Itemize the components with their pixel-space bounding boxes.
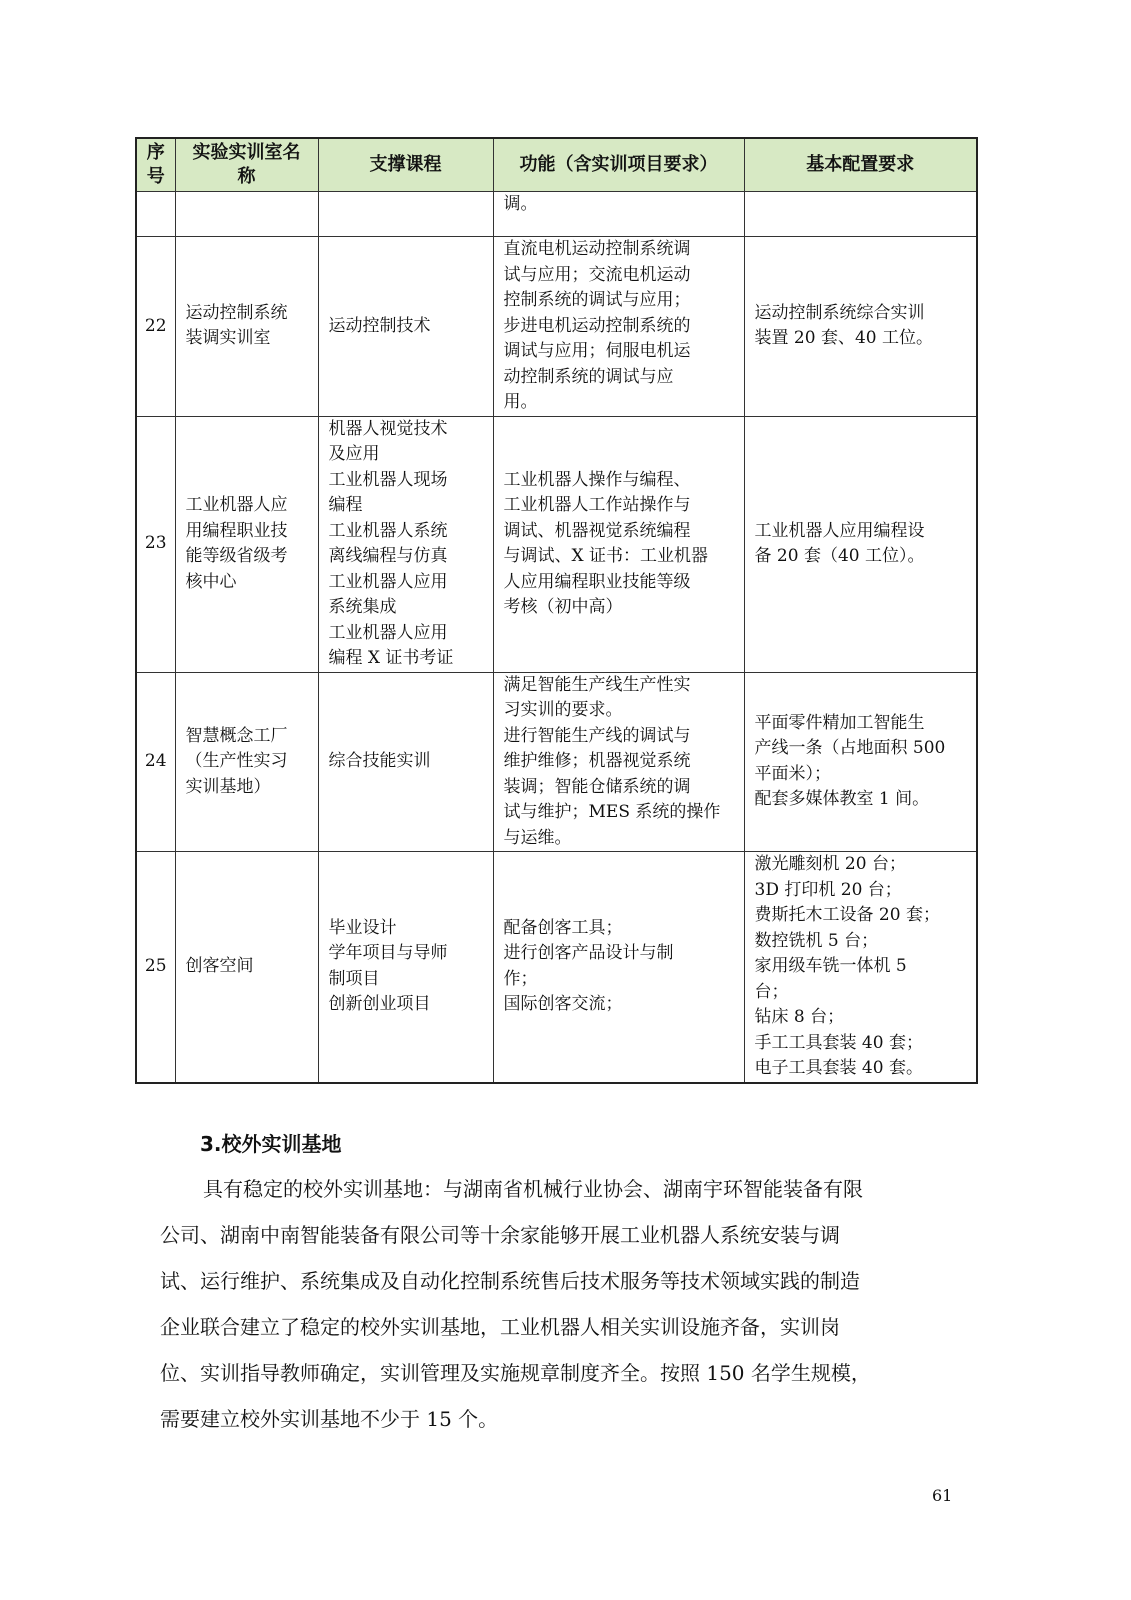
cell-line: 动控制系统的调试与应 <box>503 366 674 387</box>
cell-line: 平面零件精加工智能生 <box>754 712 925 733</box>
cell-courses <box>318 416 493 672</box>
cell-line: 平面米）； <box>754 763 831 784</box>
lab-table <box>135 137 978 1084</box>
cell-line: 配套多媒体教室 1 间。 <box>754 789 930 810</box>
cell-line: 产线一条（占地面积 500 <box>754 738 946 759</box>
cell-line: 备 20 套（40 工位）。 <box>754 546 925 566</box>
cell-no <box>136 192 175 237</box>
cell-courses <box>318 237 493 417</box>
cell-line: 机器人视觉技术 <box>328 418 448 439</box>
cell-line: 直流电机运动控制系统调 <box>503 239 691 259</box>
cell-line: 人应用编程职业技能等级 <box>503 571 691 592</box>
cell-line: 激光雕刻机 20 台； <box>754 854 906 874</box>
cell-room <box>175 852 318 1083</box>
cell-line: 运动控制技术 <box>328 315 431 336</box>
cell-line: 装置 20 套、40 工位。 <box>754 328 933 349</box>
cell-line: 满足智能生产线生产性实 <box>503 674 691 695</box>
header-function: 功能（含实训项目要求） <box>493 138 744 192</box>
cell-line: 及应用 <box>328 444 380 464</box>
cell-line: 数控铣机 5 台； <box>754 930 879 951</box>
header-courses: 支撑课程 <box>318 138 493 192</box>
cell-config <box>744 852 977 1083</box>
section-title: 3.校外实训基地 <box>200 1132 342 1156</box>
cell-line: 工业机器人工作站操作与 <box>503 495 691 515</box>
cell-line: 创新创业项目 <box>328 994 431 1015</box>
table-row <box>136 672 977 852</box>
cell-config <box>744 672 977 852</box>
cell-line: 用。 <box>503 392 538 412</box>
cell-line: 作； <box>503 968 538 989</box>
cell-line: 与调试、X 证书：工业机器 <box>503 546 709 566</box>
cell-line: 工业机器人现场 <box>328 469 448 490</box>
cell-line: 毕业设计 <box>328 917 397 938</box>
cell-line: 与运维。 <box>503 827 572 848</box>
paragraph-line: 公司、湖南中南智能装备有限公司等十余家能够开展工业机器人系统安装与调 <box>160 1223 840 1247</box>
paragraph-line: 需要建立校外实训基地不少于 15 个。 <box>160 1407 499 1431</box>
header-config: 基本配置要求 <box>744 138 977 192</box>
cell-line: 工业机器人应用 <box>328 571 448 592</box>
table-row <box>136 192 977 237</box>
cell-line: 工业机器人系统 <box>328 520 448 541</box>
cell-line: 综合技能实训 <box>328 751 431 771</box>
cell-room <box>175 416 318 672</box>
header-no: 序 号 <box>136 138 175 192</box>
paragraph-line: 具有稳定的校外实训基地：与湖南省机械行业协会、湖南宇环智能装备有限 <box>203 1177 863 1201</box>
cell-line: 工业机器人应用 <box>328 622 448 643</box>
cell-line: 工业机器人应 <box>185 495 288 515</box>
cell-line: （生产性实习 <box>185 751 288 771</box>
table-body <box>136 192 977 1083</box>
header-room: 实验实训室名 称 <box>175 138 318 192</box>
cell-line: 步进电机运动控制系统的 <box>503 315 691 336</box>
cell-courses <box>318 852 493 1083</box>
cell-line: 电子工具套装 40 套。 <box>754 1058 923 1078</box>
cell-line: 考核（初中高） <box>503 597 623 617</box>
cell-no: 25 <box>136 852 175 1083</box>
cell-line: 实训基地） <box>185 776 271 797</box>
cell-line: 运动控制系统综合实训 <box>754 302 925 323</box>
cell-line: 费斯托木工设备 20 套； <box>754 905 940 925</box>
cell-line: 习实训的要求。 <box>503 700 623 720</box>
cell-room <box>175 192 318 237</box>
cell-line: 配备创客工具； <box>503 917 623 938</box>
cell-line: 工业机器人操作与编程、 <box>503 469 691 490</box>
cell-line: 用编程职业技 <box>185 520 288 541</box>
paragraph-line: 位、实训指导教师确定，实训管理及实施规章制度齐全。按照 150 名学生规模， <box>160 1361 871 1385</box>
cell-no: 22 <box>136 237 175 417</box>
paragraph-line: 企业联合建立了稳定的校外实训基地，工业机器人相关实训设施齐备，实训岗 <box>160 1315 840 1339</box>
cell-line: 智慧概念工厂 <box>185 725 288 746</box>
cell-room <box>175 672 318 852</box>
section-paragraph <box>160 1166 950 1442</box>
table-row <box>136 416 977 672</box>
cell-line: 运动控制系统 <box>185 302 288 323</box>
cell-config <box>744 237 977 417</box>
cell-line: 手工工具套装 40 套； <box>754 1032 923 1053</box>
paragraph-line: 试、运行维护、系统集成及自动化控制系统售后技术服务等技术领域实践的制造 <box>160 1269 860 1293</box>
cell-line: 家用级车铣一体机 5 <box>754 956 907 976</box>
cell-room <box>175 237 318 417</box>
table-header-row <box>136 138 977 192</box>
cell-line: 核中心 <box>185 571 237 592</box>
table-row <box>136 237 977 417</box>
cell-line: 工业机器人应用编程设 <box>754 520 925 541</box>
cell-line: 系统集成 <box>328 597 397 617</box>
cell-line: 编程 X 证书考证 <box>328 648 454 668</box>
cell-line: 学年项目与导师 <box>328 943 448 964</box>
table-row <box>136 852 977 1083</box>
cell-line: 国际创客交流； <box>503 994 623 1015</box>
cell-function <box>493 192 744 237</box>
cell-function <box>493 672 744 852</box>
cell-line: 创客空间 <box>185 956 254 976</box>
cell-line: 能等级省级考 <box>185 546 288 566</box>
cell-config <box>744 416 977 672</box>
cell-courses <box>318 672 493 852</box>
cell-function <box>493 852 744 1083</box>
cell-line: 调。 <box>503 194 538 214</box>
page-number: 61 <box>932 1486 953 1505</box>
cell-line: 钻床 8 台； <box>754 1007 845 1027</box>
cell-line: 调试、机器视觉系统编程 <box>503 520 691 541</box>
cell-line: 编程 <box>328 495 363 515</box>
cell-line: 试与应用；交流电机运动 <box>503 264 691 285</box>
cell-function <box>493 416 744 672</box>
cell-line: 制项目 <box>328 968 380 989</box>
cell-line: 控制系统的调试与应用； <box>503 290 691 310</box>
cell-line: 调试与应用；伺服电机运 <box>503 341 691 361</box>
cell-line: 台； <box>754 981 789 1002</box>
cell-config <box>744 192 977 237</box>
cell-line: 装调；智能仓储系统的调 <box>503 776 691 797</box>
cell-line: 装调实训室 <box>185 328 271 349</box>
cell-line: 维护维修；机器视觉系统 <box>503 751 691 771</box>
cell-line: 进行创客产品设计与制 <box>503 943 674 964</box>
cell-no: 23 <box>136 416 175 672</box>
cell-line: 离线编程与仿真 <box>328 546 448 566</box>
cell-no: 24 <box>136 672 175 852</box>
cell-function <box>493 237 744 417</box>
cell-line: 试与维护；MES 系统的操作 <box>503 802 721 822</box>
cell-line: 3D 打印机 20 台； <box>754 879 902 900</box>
cell-line: 进行智能生产线的调试与 <box>503 725 691 746</box>
cell-courses <box>318 192 493 237</box>
